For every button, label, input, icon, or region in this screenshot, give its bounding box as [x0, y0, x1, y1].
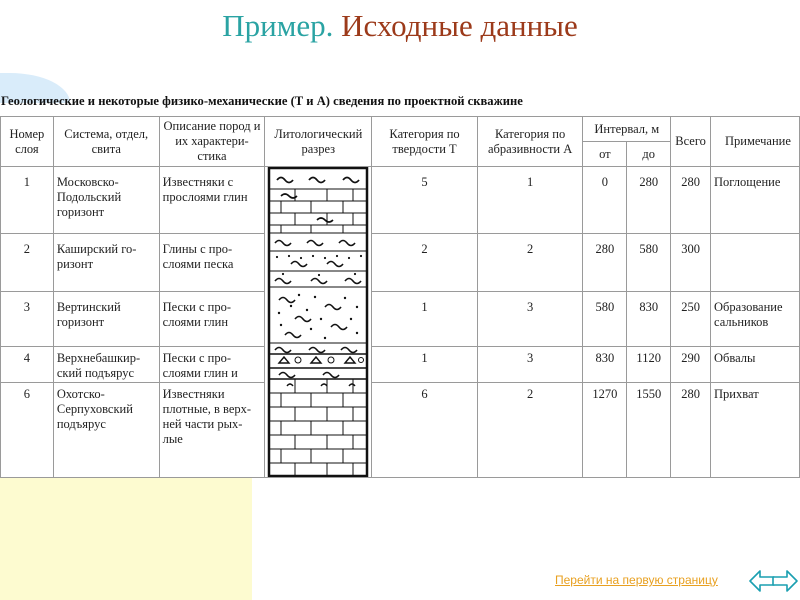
cell-note: Обвалы — [711, 347, 800, 382]
cell-description: Пески с про- слоями глин — [159, 291, 265, 347]
cell-no: 3 — [1, 291, 54, 347]
cell-to: 1550 — [627, 382, 671, 477]
cell-from: 580 — [583, 291, 627, 347]
cell-abrasive: 3 — [477, 291, 583, 347]
cell-total: 280 — [671, 167, 711, 234]
cell-from: 280 — [583, 233, 627, 291]
slide-title — [0, 8, 800, 44]
geology-table — [0, 116, 800, 478]
forward-button[interactable] — [769, 567, 799, 595]
header-note: Примечание — [711, 117, 800, 167]
cell-total: 300 — [671, 233, 711, 291]
cell-abrasive: 3 — [477, 347, 583, 382]
cell-note: Образование сальников — [711, 291, 800, 347]
litho-section-drawing — [265, 167, 371, 477]
header-from: от — [583, 142, 627, 167]
cell-system: Вертинский горизонт — [53, 291, 159, 347]
cell-from: 1270 — [583, 382, 627, 477]
first-page-link[interactable]: Перейти на первую страницу — [555, 573, 718, 587]
cell-system: Верхнебашкир- ский подъярус — [53, 347, 159, 382]
cell-abrasive: 2 — [477, 382, 583, 477]
cell-to: 1120 — [627, 347, 671, 382]
cell-no: 2 — [1, 233, 54, 291]
cell-description: Пески с про- слоями глин и — [159, 347, 265, 382]
table-row — [1, 233, 800, 291]
cell-abrasive: 1 — [477, 167, 583, 234]
cell-note: Прихват — [711, 382, 800, 477]
cell-to: 830 — [627, 291, 671, 347]
cell-description: Известняки с прослоями глин — [159, 167, 265, 234]
header-interval: Интервал, м — [583, 117, 671, 142]
table-row — [1, 347, 800, 382]
cell-from: 830 — [583, 347, 627, 382]
cell-note — [711, 233, 800, 291]
cell-system: Московско- Подольский горизонт — [53, 167, 159, 234]
table-row — [1, 382, 800, 477]
cell-system: Каширский го- ризонт — [53, 233, 159, 291]
table-caption: Геологические и некоторые физико-механические (Т и А) сведения по проектной скважине — [1, 94, 523, 108]
header-description: Описание пород и их характери- стика — [159, 117, 265, 167]
litho-column — [265, 167, 372, 478]
header-hardness: Категория по твердости Т — [372, 117, 478, 167]
header-total: Всего — [671, 117, 711, 167]
header-system: Система, отдел, свита — [53, 117, 159, 167]
header-abrasive: Категория по абразивности А — [477, 117, 583, 167]
decorative-corner-bottom — [0, 478, 252, 600]
cell-abrasive: 2 — [477, 233, 583, 291]
cell-hardness: 5 — [372, 167, 478, 234]
header-to: до — [627, 142, 671, 167]
header-litho: Литологический разрез — [265, 117, 372, 167]
table-row — [1, 167, 800, 234]
cell-hardness: 1 — [372, 347, 478, 382]
cell-description: Известняки плотные, в верх- ней части рых- лые — [159, 382, 265, 477]
cell-hardness: 2 — [372, 233, 478, 291]
cell-from: 0 — [583, 167, 627, 234]
cell-description: Глины с про- слоями песка — [159, 233, 265, 291]
cell-hardness: 1 — [372, 291, 478, 347]
cell-hardness: 6 — [372, 382, 478, 477]
table-row — [1, 291, 800, 347]
title-prefix: Пример. — [222, 8, 334, 43]
cell-total: 290 — [671, 347, 711, 382]
title-main: Исходные данные — [341, 8, 578, 43]
cell-to: 580 — [627, 233, 671, 291]
cell-system: Охотско- Серпуховский подъярус — [53, 382, 159, 477]
cell-total: 280 — [671, 382, 711, 477]
cell-no: 4 — [1, 347, 54, 382]
cell-to: 280 — [627, 167, 671, 234]
cell-note: Поглощение — [711, 167, 800, 234]
cell-no: 6 — [1, 382, 54, 477]
cell-total: 250 — [671, 291, 711, 347]
arrow-right-icon — [769, 567, 799, 595]
cell-no: 1 — [1, 167, 54, 234]
header-layer-no: Номер слоя — [1, 117, 54, 167]
